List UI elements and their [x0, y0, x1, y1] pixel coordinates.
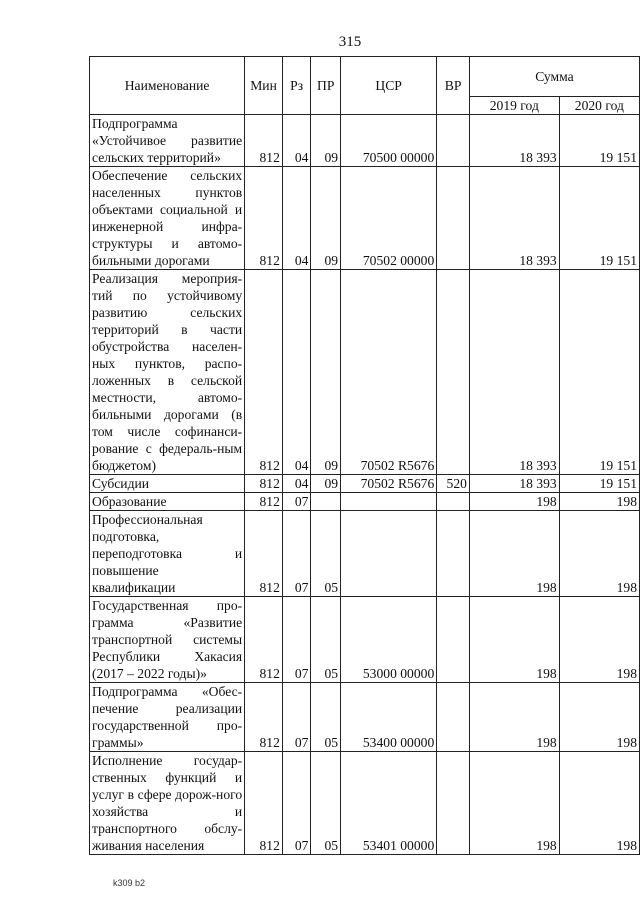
table-row — [90, 493, 640, 511]
header-vr: ВР — [437, 57, 470, 115]
row-min: 812 — [245, 683, 283, 752]
header-year-2020: 2020 год — [559, 97, 639, 115]
row-pr: 05 — [311, 597, 341, 683]
row-sum-2019: 18 393 — [469, 475, 559, 493]
header-pr: ПР — [311, 57, 341, 115]
row-pr: 09 — [311, 270, 341, 475]
row-min: 812 — [245, 270, 283, 475]
row-csr — [341, 511, 437, 597]
row-sum-2020: 198 — [559, 752, 639, 855]
budget-table — [89, 56, 640, 855]
row-vr — [437, 115, 470, 167]
header-year-2019: 2019 год — [469, 97, 559, 115]
row-csr: 70502 R5676 — [341, 475, 437, 493]
row-sum-2019: 18 393 — [469, 167, 559, 270]
row-name: Обеспечение сельских населенных пунктов объектами социальной и инженерной инфра-структуры и автомо-бильными дорогами — [90, 167, 245, 270]
row-sum-2020: 19 151 — [559, 167, 639, 270]
row-pr — [311, 493, 341, 511]
page-number: 315 — [338, 34, 362, 50]
row-name: Субсидии — [90, 475, 245, 493]
header-sum: Сумма — [469, 57, 639, 97]
header-min: Мин — [245, 57, 283, 115]
row-rz: 04 — [282, 167, 311, 270]
table-row — [90, 597, 640, 683]
row-name: Исполнение государ-ственных функций и услуг в сфере дорож-ного хозяйства и транспортного обслу-живания населения — [90, 752, 245, 855]
row-min: 812 — [245, 167, 283, 270]
table-row — [90, 115, 640, 167]
header-csr: ЦСР — [341, 57, 437, 115]
row-pr: 09 — [311, 115, 341, 167]
header-name: Наименование — [90, 57, 245, 115]
row-vr — [437, 752, 470, 855]
row-vr — [437, 597, 470, 683]
row-rz: 04 — [282, 270, 311, 475]
row-csr: 70502 R5676 — [341, 270, 437, 475]
row-csr — [341, 493, 437, 511]
row-pr: 09 — [311, 167, 341, 270]
row-rz: 07 — [282, 597, 311, 683]
row-name: Образование — [90, 493, 245, 511]
row-sum-2020: 198 — [559, 597, 639, 683]
row-vr — [437, 270, 470, 475]
table-row — [90, 167, 640, 270]
row-csr: 53000 00000 — [341, 597, 437, 683]
row-sum-2019: 198 — [469, 493, 559, 511]
footer-code: k309 b2 — [113, 878, 146, 888]
row-min: 812 — [245, 475, 283, 493]
row-sum-2020: 198 — [559, 493, 639, 511]
row-min: 812 — [245, 493, 283, 511]
row-rz: 04 — [282, 475, 311, 493]
row-vr — [437, 493, 470, 511]
row-rz: 07 — [282, 752, 311, 855]
row-vr — [437, 683, 470, 752]
row-sum-2020: 19 151 — [559, 115, 639, 167]
row-vr — [437, 511, 470, 597]
row-sum-2020: 19 151 — [559, 270, 639, 475]
table-row — [90, 752, 640, 855]
row-min: 812 — [245, 115, 283, 167]
row-pr: 05 — [311, 752, 341, 855]
row-name: Подпрограмма «Обес-печение реализации государственной про-граммы» — [90, 683, 245, 752]
row-min: 812 — [245, 752, 283, 855]
row-sum-2019: 198 — [469, 683, 559, 752]
row-min: 812 — [245, 511, 283, 597]
row-rz: 07 — [282, 683, 311, 752]
table-row — [90, 475, 640, 493]
row-min: 812 — [245, 597, 283, 683]
table-row — [90, 270, 640, 475]
row-sum-2019: 198 — [469, 511, 559, 597]
row-sum-2019: 18 393 — [469, 115, 559, 167]
row-csr: 53400 00000 — [341, 683, 437, 752]
row-sum-2020: 198 — [559, 511, 639, 597]
row-name: Профессиональная подготовка, переподготовка и повышение квалификации — [90, 511, 245, 597]
row-name: Подпрограмма «Устойчивое развитие сельских территорий» — [90, 115, 245, 167]
row-pr: 09 — [311, 475, 341, 493]
row-rz: 07 — [282, 493, 311, 511]
row-rz: 04 — [282, 115, 311, 167]
row-rz: 07 — [282, 511, 311, 597]
row-sum-2020: 198 — [559, 683, 639, 752]
row-sum-2019: 198 — [469, 752, 559, 855]
row-csr: 70500 00000 — [341, 115, 437, 167]
row-sum-2019: 198 — [469, 597, 559, 683]
table-row — [90, 511, 640, 597]
header-rz: Рз — [282, 57, 311, 115]
table-row — [90, 683, 640, 752]
row-sum-2020: 19 151 — [559, 475, 639, 493]
row-csr: 53401 00000 — [341, 752, 437, 855]
row-pr: 05 — [311, 683, 341, 752]
row-pr: 05 — [311, 511, 341, 597]
row-sum-2019: 18 393 — [469, 270, 559, 475]
row-vr: 520 — [437, 475, 470, 493]
row-csr: 70502 00000 — [341, 167, 437, 270]
row-name: Реализация мероприя-тий по устойчивому развитию сельских территорий в части обустройства населен-ных пунктов, распо-ложенных в сельской местности, автомо-бильными дорогами (в том числе софинанси-рование с федераль-ным бюджетом) — [90, 270, 245, 475]
row-name: Государственная про-грамма «Развитие транспортной системы Республики Хакасия (2017 – 2022 годы)» — [90, 597, 245, 683]
row-vr — [437, 167, 470, 270]
